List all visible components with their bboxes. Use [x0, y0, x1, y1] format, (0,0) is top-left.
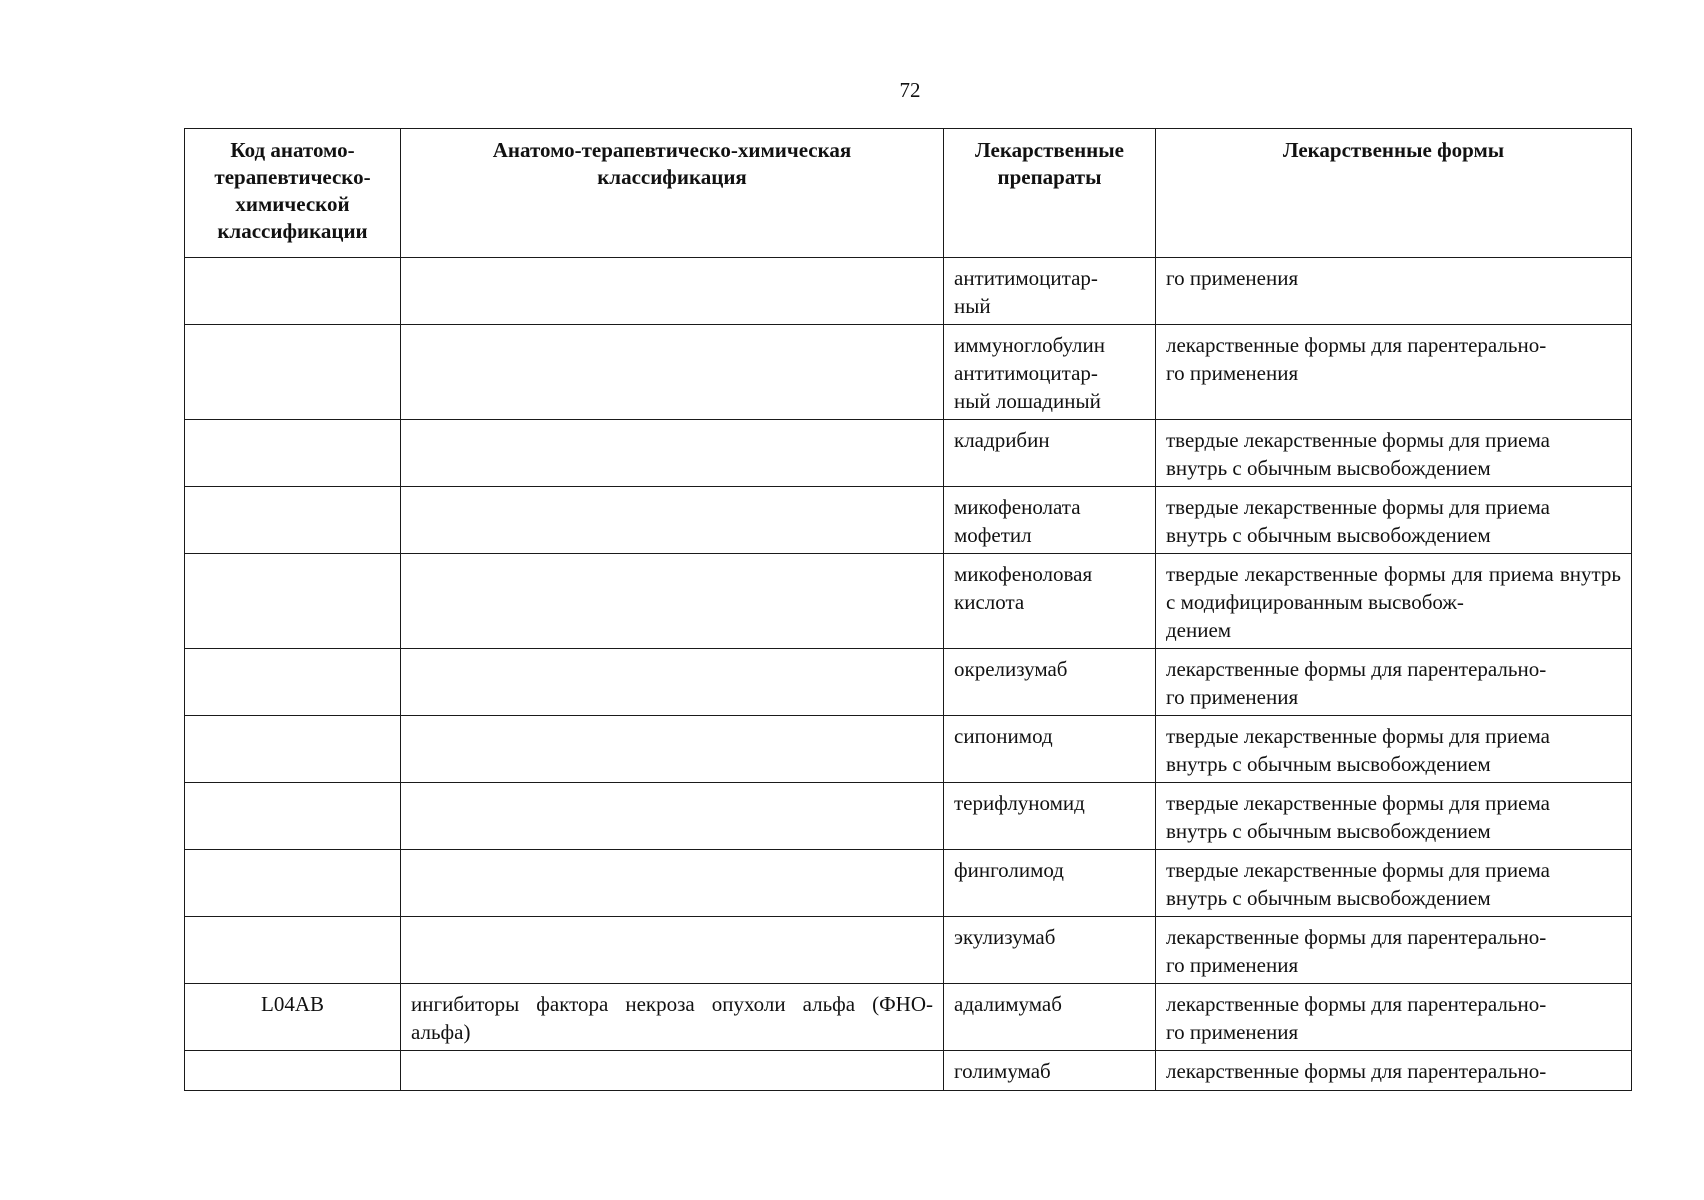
cell-drug: антитимоцитар- ный	[944, 258, 1156, 325]
cell-form: лекарственные формы для парентерально- го применения	[1156, 984, 1632, 1051]
table-row	[185, 487, 1632, 554]
cell-code	[185, 325, 401, 420]
table-row	[185, 716, 1632, 783]
cell-drug: окрелизумаб	[944, 649, 1156, 716]
header-drugs: Лекарственные препараты	[944, 129, 1156, 258]
cell-form: твердые лекарственные формы для приема внутрь с обычным высвобождением	[1156, 420, 1632, 487]
cell-drug: терифлуномид	[944, 783, 1156, 850]
cell-form: твердые лекарственные формы для приема внутрь с обычным высвобождением	[1156, 716, 1632, 783]
cell-form: лекарственные формы для парентерально- го применения	[1156, 649, 1632, 716]
cell-classification	[401, 487, 944, 554]
cell-form: лекарственные формы для парентерально-	[1156, 1051, 1632, 1091]
header-classification: Анатомо-терапевтическо-химическая классификация	[401, 129, 944, 258]
cell-code	[185, 258, 401, 325]
cell-form: твердые лекарственные формы для приема внутрь с модифицированным высвобож- дением	[1156, 554, 1632, 649]
table-row	[185, 420, 1632, 487]
cell-classification	[401, 554, 944, 649]
cell-classification	[401, 850, 944, 917]
cell-code	[185, 783, 401, 850]
table-header-row	[185, 129, 1632, 258]
header-code: Код анатомо- терапевтическо- химической классификации	[185, 129, 401, 258]
page-number: 72	[899, 78, 921, 102]
atc-drug-table	[184, 128, 1632, 1091]
cell-form: твердые лекарственные формы для приема внутрь с обычным высвобождением	[1156, 487, 1632, 554]
cell-classification	[401, 917, 944, 984]
cell-drug: микофенолата мофетил	[944, 487, 1156, 554]
table-row	[185, 325, 1632, 420]
cell-form: твердые лекарственные формы для приема внутрь с обычным высвобождением	[1156, 783, 1632, 850]
cell-form: го применения	[1156, 258, 1632, 325]
cell-classification	[401, 783, 944, 850]
cell-classification: ингибиторы фактора некроза опухоли альфа (ФНО-альфа)	[401, 984, 944, 1051]
cell-drug: кладрибин	[944, 420, 1156, 487]
cell-classification	[401, 649, 944, 716]
cell-classification	[401, 258, 944, 325]
table-row	[185, 554, 1632, 649]
cell-code	[185, 649, 401, 716]
cell-code	[185, 1051, 401, 1091]
cell-code	[185, 420, 401, 487]
table-row	[185, 649, 1632, 716]
cell-code	[185, 850, 401, 917]
cell-classification	[401, 1051, 944, 1091]
cell-classification	[401, 716, 944, 783]
cell-code: L04AB	[185, 984, 401, 1051]
cell-drug: финголимод	[944, 850, 1156, 917]
cell-classification	[401, 420, 944, 487]
cell-drug: микофеноловая кислота	[944, 554, 1156, 649]
table-row	[185, 1051, 1632, 1091]
cell-code	[185, 716, 401, 783]
cell-form: твердые лекарственные формы для приема внутрь с обычным высвобождением	[1156, 850, 1632, 917]
table-row	[185, 917, 1632, 984]
table-row	[185, 984, 1632, 1051]
cell-code	[185, 917, 401, 984]
cell-code	[185, 487, 401, 554]
cell-drug: сипонимод	[944, 716, 1156, 783]
table-row	[185, 850, 1632, 917]
cell-drug: иммуноглобулин антитимоцитар- ный лошадиный	[944, 325, 1156, 420]
table-row	[185, 258, 1632, 325]
cell-form: лекарственные формы для парентерально- го применения	[1156, 325, 1632, 420]
cell-drug: голимумаб	[944, 1051, 1156, 1091]
cell-drug: экулизумаб	[944, 917, 1156, 984]
cell-classification	[401, 325, 944, 420]
cell-drug: адалимумаб	[944, 984, 1156, 1051]
cell-code	[185, 554, 401, 649]
header-forms: Лекарственные формы	[1156, 129, 1632, 258]
table-row	[185, 783, 1632, 850]
cell-form: лекарственные формы для парентерально- го применения	[1156, 917, 1632, 984]
